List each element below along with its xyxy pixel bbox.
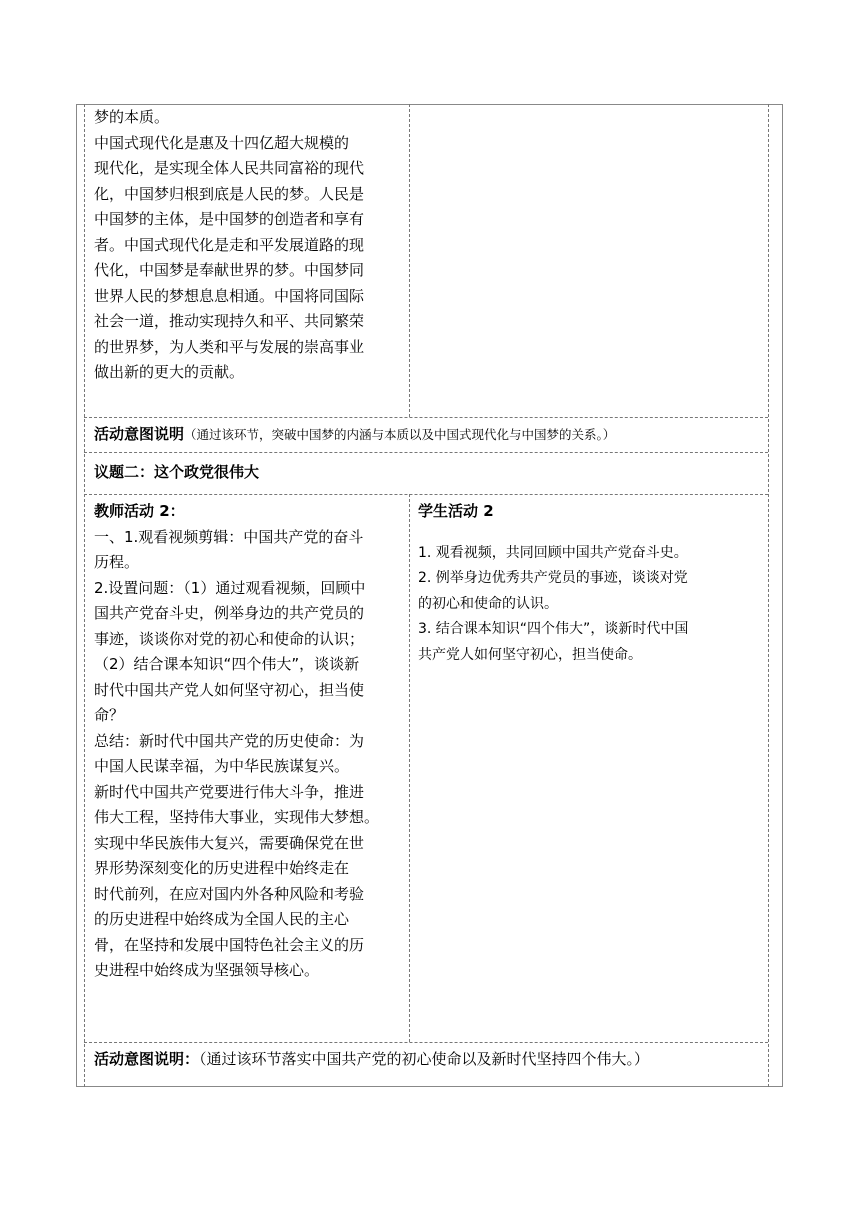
text-line: 社会一道，推动实现持久和平、共同繁荣 (94, 312, 365, 330)
text-line: 做出新的更大的贡献。 (94, 363, 245, 381)
text-line: 中国人民谋幸福，为中华民族谋复兴。 (94, 757, 350, 775)
teacher-activity-heading (94, 499, 406, 525)
table-border-right (768, 104, 769, 1087)
text-line: 新时代中国共产党要进行伟大斗争，推进 (94, 782, 365, 801)
row-divider-2 (84, 452, 768, 453)
text-line: 代化，中国梦是奉献世界的梦。中国梦同 (94, 261, 365, 279)
text-line: 的世界梦，为人类和平与发展的崇高事业 (94, 337, 365, 356)
text-line: 时代前列，在应对国内外各种风险和考验 (94, 884, 365, 903)
student-activity-cell (418, 499, 764, 668)
text-line: 的初心和使命的认识。 (418, 595, 558, 612)
text-line: 界形势深刻变化的历史进程中始终走在 (94, 859, 350, 877)
text-line: 2. 例举身边优秀共产党员的事迹，谈谈对党 (418, 570, 688, 586)
text-line: （2）结合课本知识“四个伟大”，谈谈新 (94, 655, 360, 673)
text-line: 1. 观看视频，共同回顾中国共产党奋斗史。 (418, 544, 688, 561)
text-line: 现代化，是实现全体人民共同富裕的现代 (94, 159, 365, 177)
text-line: 2.设置问题：（1）通过观看视频，回顾中 (94, 578, 366, 597)
text-line: 事迹，谈谈你对党的初心和使命的认识； (94, 629, 365, 648)
activity-intent-label: 活动意图说明： (94, 1050, 200, 1068)
student-activity-heading (418, 499, 764, 525)
text-line: 历程。 (94, 553, 140, 571)
activity-intent-row-1 (94, 422, 764, 448)
column-divider-row1 (409, 104, 410, 417)
text-line: 者。中国式现代化是走和平发展道路的现 (94, 235, 365, 254)
text-line: 史进程中始终成为坚强领导核心。 (94, 961, 320, 979)
text-line: 骨，在坚持和发展中国特色社会主义的历 (94, 935, 365, 954)
text-line: 梦的本质。 (94, 108, 170, 126)
text-line: 3. 结合课本知识“四个伟大”，谈新时代中国 (418, 621, 689, 637)
text-line: 一、1.观看视频剪辑：中国共产党的奋斗 (94, 527, 364, 546)
row-divider-1 (84, 417, 768, 418)
activity-intent-row-2 (94, 1047, 764, 1073)
text-line: 总结：新时代中国共产党的历史使命：为 (94, 731, 365, 750)
column-divider-row4 (409, 494, 410, 1042)
text-line: 国共产党奋斗史，例举身边的共产党员的 (94, 604, 365, 622)
text-line: 中国梦的主体，是中国梦的创造者和享有 (94, 210, 365, 228)
topic-title (94, 460, 764, 486)
topic-title-text: 议题二：这个政党很伟大 (94, 463, 260, 481)
activity-intent-text: （通过该环节，突破中国梦的内涵与本质以及中国式现代化与中国梦的关系。） (184, 427, 616, 442)
row-divider-3 (84, 494, 768, 495)
student-heading-text: 学生活动 2 (418, 502, 494, 520)
row1-left-cell (94, 105, 406, 386)
text-line: 化，中国梦归根到底是人民的梦。人民是 (94, 184, 365, 203)
activity-intent-text: （通过该环节落实中国共产党的初心使命以及新时代坚持四个伟大。） (199, 1050, 650, 1068)
text-line: 伟大工程，坚持伟大事业，实现伟大梦想。 (94, 808, 380, 826)
table-border-left (84, 104, 85, 1087)
teacher-activity-cell (94, 499, 406, 984)
teacher-heading-text: 教师活动 2： (94, 502, 185, 520)
text-line: 共产党人如何坚守初心，担当使命。 (418, 646, 642, 663)
text-line: 命？ (94, 706, 125, 724)
text-line: 中国式现代化是惠及十四亿超大规模的 (94, 133, 350, 152)
text-line: 的历史进程中始终成为全国人民的主心 (94, 910, 350, 928)
text-line: 时代中国共产党人如何坚守初心，担当使 (94, 680, 365, 699)
text-line: 世界人民的梦想息息相通。中国将同国际 (94, 286, 365, 305)
row-divider-4 (84, 1042, 768, 1043)
activity-intent-label: 活动意图说明 (94, 425, 185, 443)
text-line: 实现中华民族伟大复兴，需要确保党在世 (94, 833, 365, 852)
